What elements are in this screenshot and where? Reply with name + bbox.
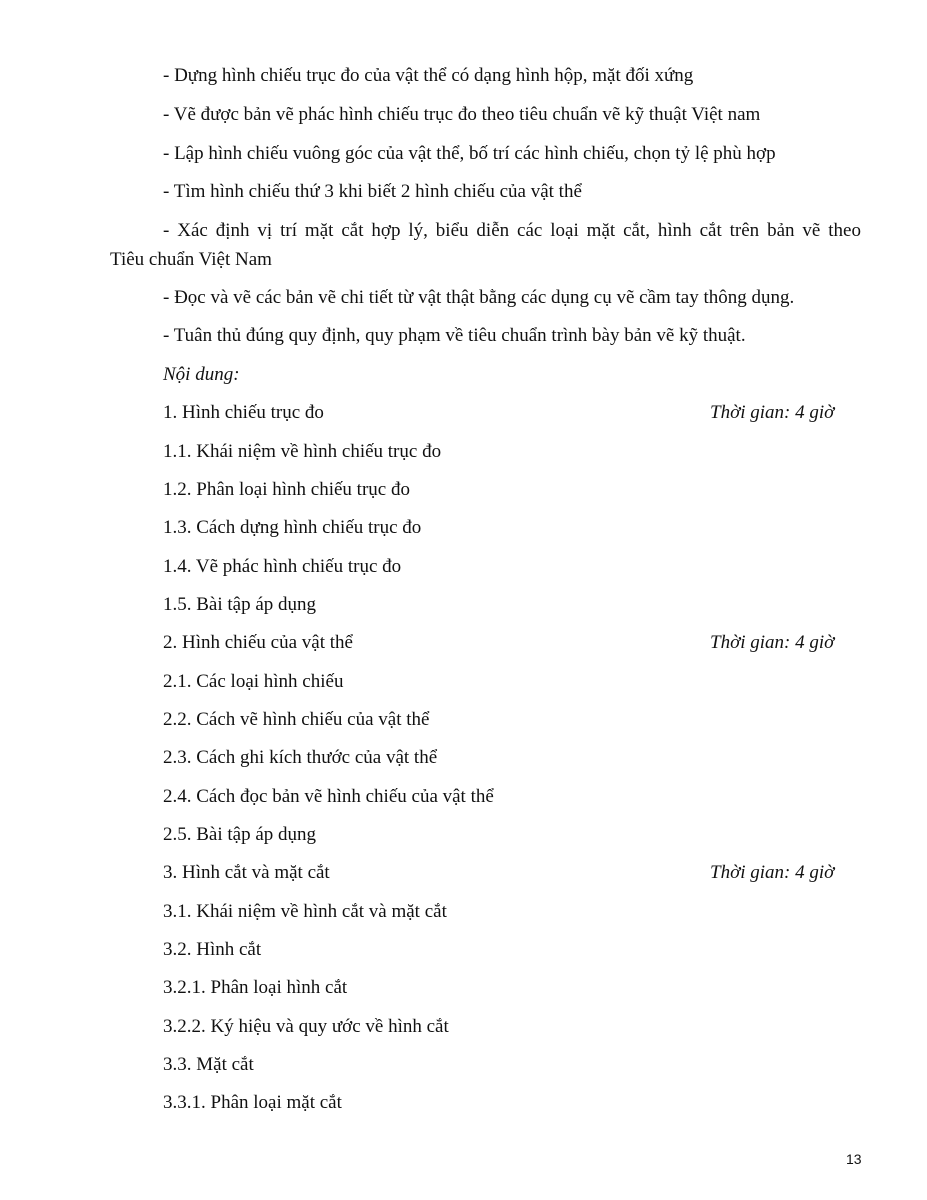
section-item: 3.2.1. Phân loại hình cắt — [163, 977, 348, 998]
section-item: 3.3.1. Phân loại mặt cắt — [163, 1092, 342, 1113]
objective-line: - Đọc và vẽ các bản vẽ chi tiết từ vật thật bằng các dụng cụ vẽ cầm tay thông dụng. — [163, 287, 795, 308]
section-item: 2.5. Bài tập áp dụng — [163, 824, 317, 845]
objective-line: - Xác định vị trí mặt cắt hợp lý, biểu diễn các loại mặt cắt, hình cắt trên bản vẽ theo — [163, 220, 861, 241]
section-item: 3.2. Hình cắt — [163, 939, 262, 960]
content-heading: Nội dung: — [163, 364, 240, 385]
section-title: 1. Hình chiếu trục đo — [163, 402, 324, 423]
section-item: 1.3. Cách dựng hình chiếu trục đo — [163, 517, 422, 538]
objective-line: - Tìm hình chiếu thứ 3 khi biết 2 hình chiếu của vật thể — [163, 181, 582, 202]
section-time: Thời gian: 4 giờ — [710, 402, 835, 423]
section-item: 1.4. Vẽ phác hình chiếu trục đo — [163, 556, 402, 577]
section-item: 3.2.2. Ký hiệu và quy ước về hình cắt — [163, 1016, 449, 1037]
section-item: 2.3. Cách ghi kích thước của vật thể — [163, 747, 438, 768]
section-item: 1.2. Phân loại hình chiếu trục đo — [163, 479, 410, 500]
objective-line-continued: Tiêu chuẩn Việt Nam — [110, 249, 272, 270]
section-title: 2. Hình chiếu của vật thể — [163, 632, 353, 653]
objective-line: - Dựng hình chiếu trục đo của vật thể có dạng hình hộp, mặt đối xứng — [163, 65, 694, 86]
objective-line: - Lập hình chiếu vuông góc của vật thể, bố trí các hình chiếu, chọn tỷ lệ phù hợp — [163, 143, 776, 164]
section-item: 3.1. Khái niệm về hình cắt và mặt cắt — [163, 901, 447, 922]
section-item: 2.2. Cách vẽ hình chiếu của vật thể — [163, 709, 430, 730]
section-item: 1.5. Bài tập áp dụng — [163, 594, 317, 615]
section-item: 2.1. Các loại hình chiếu — [163, 671, 344, 692]
objective-line: - Tuân thủ đúng quy định, quy phạm về tiêu chuẩn trình bày bản vẽ kỹ thuật. — [163, 325, 746, 346]
section-time: Thời gian: 4 giờ — [710, 632, 835, 653]
objective-line: - Vẽ được bản vẽ phác hình chiếu trục đo theo tiêu chuẩn vẽ kỹ thuật Việt nam — [163, 104, 761, 125]
page-number: 13 — [846, 1151, 862, 1167]
section-item: 1.1. Khái niệm về hình chiếu trục đo — [163, 441, 442, 462]
section-title: 3. Hình cắt và mặt cắt — [163, 862, 330, 883]
section-item: 2.4. Cách đọc bản vẽ hình chiếu của vật thể — [163, 786, 494, 807]
section-time: Thời gian: 4 giờ — [710, 862, 835, 883]
section-item: 3.3. Mặt cắt — [163, 1054, 254, 1075]
